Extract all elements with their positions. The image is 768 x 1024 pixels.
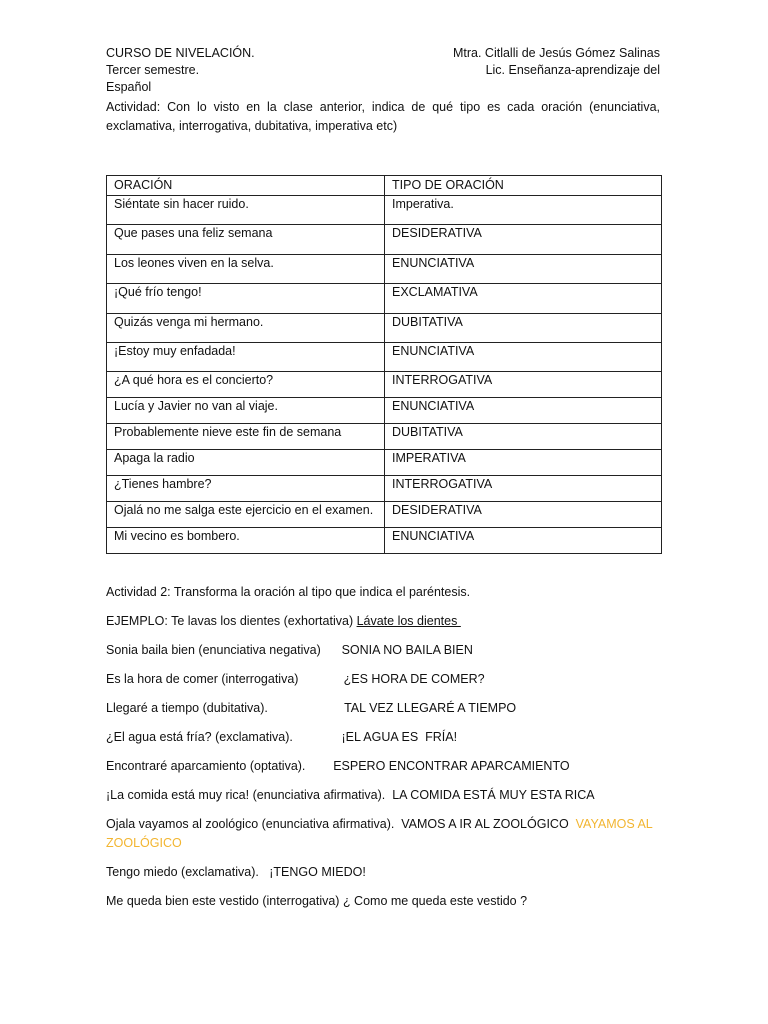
exercise-lines: [106, 641, 666, 805]
exercise-line: Sonia baila bien (enunciativa negativa) SONIA NO BAILA BIEN: [106, 643, 473, 657]
column-header-sentence: ORACIÓN: [107, 176, 385, 196]
example-line: [106, 612, 666, 631]
column-header-type: TIPO DE ORACIÓN: [385, 176, 662, 196]
sentence-cell: Quizás venga mi hermano.: [107, 314, 385, 343]
exercise-line: ¡La comida está muy rica! (enunciativa afirmativa). LA COMIDA ESTÁ MUY ESTA RICA: [106, 788, 595, 802]
table-row: [107, 424, 662, 450]
sentence-cell: ¡Qué frío tengo!: [107, 284, 385, 314]
sentence-cell: Que pases una feliz semana: [107, 225, 385, 255]
sentence-type-cell: DESIDERATIVA: [385, 502, 662, 528]
sentence-cell: Mi vecino es bombero.: [107, 528, 385, 554]
sentence-cell: Los leones viven en la selva.: [107, 255, 385, 284]
subject-label: Español: [106, 80, 152, 94]
sentence-type-cell: ENUNCIATIVA: [385, 343, 662, 372]
document-header: [106, 45, 660, 96]
sentence-type-cell: ENUNCIATIVA: [385, 398, 662, 424]
course-title: CURSO DE NIVELACIÓN.: [106, 46, 255, 60]
sentence-type-cell: DESIDERATIVA: [385, 225, 662, 255]
sentence-cell: Apaga la radio: [107, 450, 385, 476]
table-header-row: [107, 176, 662, 196]
table-row: [107, 314, 662, 343]
degree-label: Lic. Enseñanza-aprendizaje del: [485, 63, 660, 77]
sentence-type-cell: EXCLAMATIVA: [385, 284, 662, 314]
zoo-highlighted-answer: VAYAMOS AL ZOOLÓGICO: [106, 817, 656, 850]
exercise-line: Encontraré aparcamiento (optativa). ESPERO ENCONTRAR APARCAMIENTO: [106, 759, 570, 773]
sentence-type-cell: DUBITATIVA: [385, 424, 662, 450]
table-row: [107, 398, 662, 424]
table-row: [107, 372, 662, 398]
sentence-type-cell: Imperativa.: [385, 196, 662, 225]
teacher-name: Mtra. Citlalli de Jesús Gómez Salinas: [452, 46, 660, 60]
exercise-line: Llegaré a tiempo (dubitativa). TAL VEZ LLEGARÉ A TIEMPO: [106, 701, 517, 715]
sentence-type-cell: ENUNCIATIVA: [385, 528, 662, 554]
sentence-type-cell: ENUNCIATIVA: [385, 255, 662, 284]
sentence-cell: ¡Estoy muy enfadada!: [107, 343, 385, 372]
exercise-line: Tengo miedo (exclamativa). ¡TENGO MIEDO!: [106, 865, 366, 879]
activity-2-section: [106, 583, 666, 921]
table-row: [107, 196, 662, 225]
sentence-cell: Ojalá no me salga este ejercicio en el examen.: [107, 502, 385, 528]
table-row: [107, 502, 662, 528]
table-row: [107, 450, 662, 476]
sentence-type-cell: DUBITATIVA: [385, 314, 662, 343]
table-row: [107, 528, 662, 554]
final-exercise-lines: [106, 863, 666, 911]
sentence-cell: Lucía y Javier no van al viaje.: [107, 398, 385, 424]
table-body: [107, 196, 662, 554]
sentence-type-cell: INTERROGATIVA: [385, 476, 662, 502]
example-prompt: EJEMPLO: Te lavas los dientes (exhortativa): [106, 614, 357, 628]
exercise-line-zoo: [106, 815, 666, 853]
sentence-cell: ¿A qué hora es el concierto?: [107, 372, 385, 398]
sentence-type-cell: IMPERATIVA: [385, 450, 662, 476]
table-row: [107, 225, 662, 255]
example-answer: Lávate los dientes: [356, 614, 461, 628]
sentence-type-cell: INTERROGATIVA: [385, 372, 662, 398]
exercise-line: Es la hora de comer (interrogativa) ¿ES HORA DE COMER?: [106, 672, 485, 686]
table-row: [107, 284, 662, 314]
sentence-cell: Siéntate sin hacer ruido.: [107, 196, 385, 225]
table-row: [107, 476, 662, 502]
sentence-cell: ¿Tienes hambre?: [107, 476, 385, 502]
exercise-line: Me queda bien este vestido (interrogativa) ¿ Como me queda este vestido ?: [106, 894, 528, 908]
sentence-type-table: [106, 175, 662, 554]
activity-2-title: Actividad 2: Transforma la oración al tipo que indica el paréntesis.: [106, 585, 471, 599]
table-row: [107, 343, 662, 372]
activity-1-instructions: Actividad: Con lo visto en la clase anterior, indica de qué tipo es cada oración (enunciativa, exclamativa, interrogativa, dubitativa, imperativa etc): [106, 100, 660, 133]
exercise-line: ¿El agua está fría? (exclamativa). ¡EL AGUA ES FRÍA!: [106, 730, 458, 744]
table-row: [107, 255, 662, 284]
sentence-cell: Probablemente nieve este fin de semana: [107, 424, 385, 450]
zoo-answer: Ojala vayamos al zoológico (enunciativa afirmativa). VAMOS A IR AL ZOOLÓGICO: [106, 817, 576, 831]
semester-label: Tercer semestre.: [106, 63, 200, 77]
